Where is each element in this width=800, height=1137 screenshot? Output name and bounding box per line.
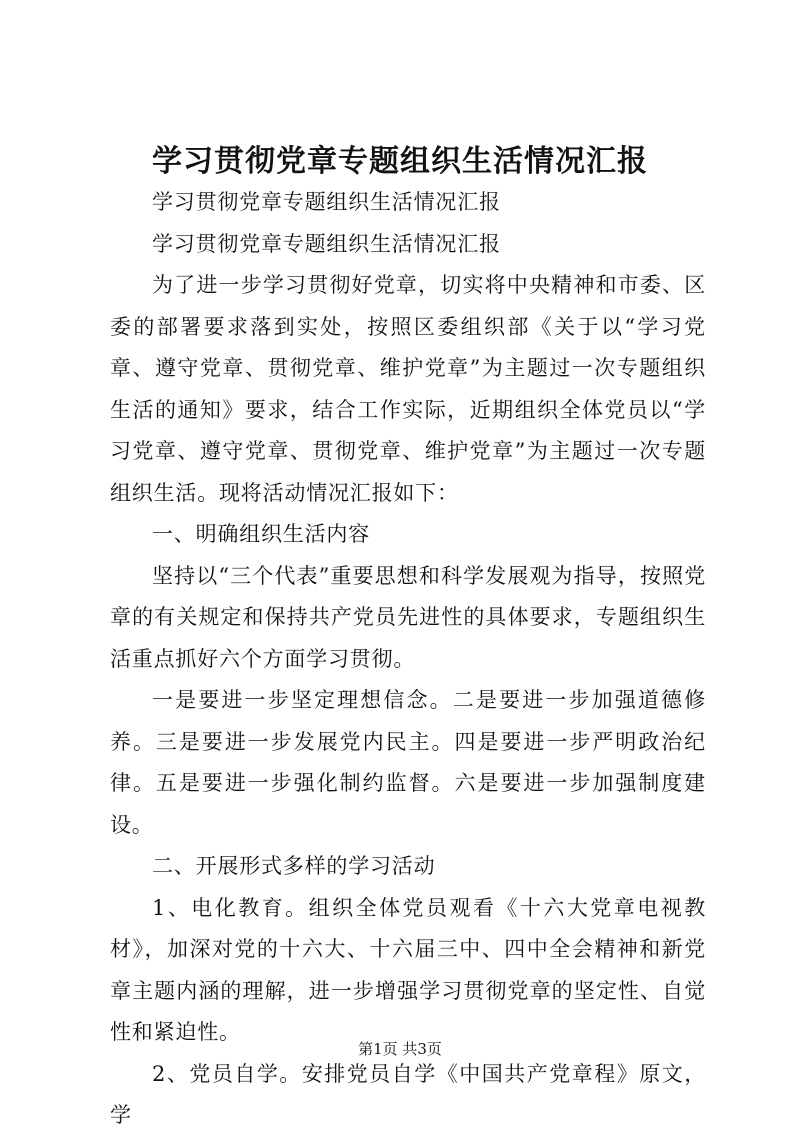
paragraph: 学习贯彻党章专题组织生活情况汇报 [152,190,501,214]
page-footer: 第1页 共3页 [358,1040,442,1058]
paragraph: 学习贯彻党章专题组织生活情况汇报 [152,231,501,256]
section-heading: 一、明确组织生活内容 [152,522,370,546]
paragraph: 为了进一步学习贯彻好党章，切实将中央精神和市委、区委的部署要求落到实处，按照区委组织部《关于以“学习党章、遵守党章、贯彻党章、维护党章”为主题过一次专题组织生活的通知》要求，结合工作实际，近期组织全体党员以“学习党章、遵守党章、贯彻党章、维护党章”为主题过一次专题组织生活。现将活动情况汇报如下： [110,273,706,505]
document-title: 学习贯彻党章专题组织生活情况汇报 [152,144,648,179]
document-body [110,182,706,1137]
section-heading: 二、开展形式多样的学习活动 [152,854,436,878]
paragraph: 坚持以“三个代表”重要思想和科学发展观为指导，按照党章的有关规定和保持共产党员先进性的具体要求，专题组织生活重点抓好六个方面学习贯彻。 [110,563,706,671]
paragraph: 一是要进一步坚定理想信念。二是要进一步加强道德修养。三是要进一步发展党内民主。四是要进一步严明政治纪律。五是要进一步强化制约监督。六是要进一步加强制度建设。 [110,688,706,837]
paragraph: 2、党员自学。安排党员自学《中国共产党章程》原文，学 [110,1061,706,1127]
paragraph: 1、电化教育。组织全体党员观看《十六大党章电视教材》，加深对党的十六大、十六届三中、四中全会精神和新党章主题内涵的理解，进一步增强学习贯彻党章的坚定性、自觉性和紧迫性。 [110,895,706,1044]
